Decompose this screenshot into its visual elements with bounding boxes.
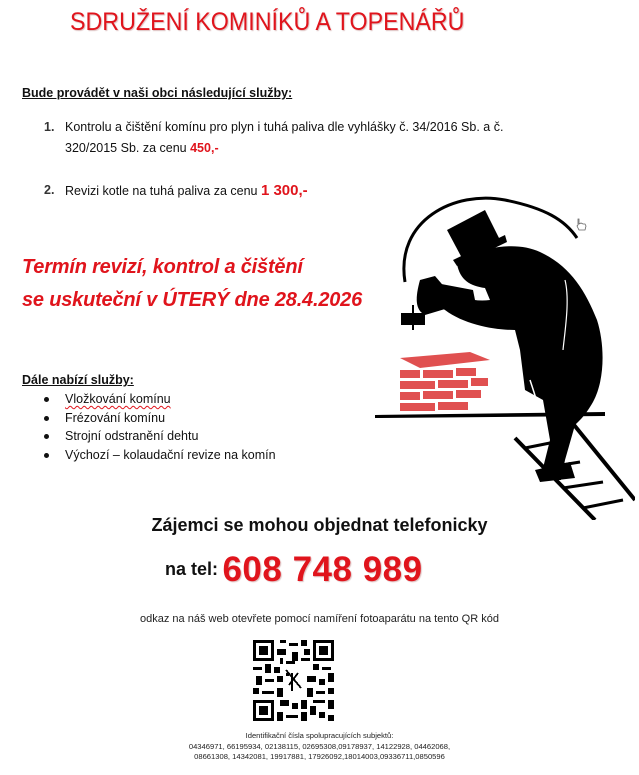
chimney-sweep-on-ladder-icon — [365, 180, 635, 520]
service-text-line1: Revizi kotle na tuhá paliva za cenu 1 300,- — [65, 182, 308, 199]
phone-number[interactable]: 608 748 989 — [222, 550, 423, 589]
price: 1 300,- — [260, 182, 308, 199]
termin-line1: Termín revizí, kontrol a čištění — [22, 256, 303, 278]
bullet-icon — [44, 434, 49, 439]
extra-services-heading: Dále nabízí služby: — [22, 373, 134, 387]
service-number: 2. — [44, 183, 55, 197]
qr-code-icon[interactable] — [250, 637, 337, 724]
termin-line2: se uskuteční v ÚTERÝ dne 28.4.2026 — [22, 289, 363, 311]
partner-ids-line2: 08661308, 14342081, 19917881, 17926092,18014003,09336711,0850596 — [194, 752, 445, 761]
service-text-line2: 320/2015 Sb. za cenu 450,- — [65, 141, 219, 155]
phone-row — [165, 550, 423, 590]
service-text-line1: Kontrolu a čištění komínu pro plyn i tuhá paliva dle vyhlášky č. 34/2016 Sb. a č. — [65, 120, 504, 134]
order-cta: Zájemci se mohou objednat telefonicky — [151, 515, 488, 535]
qr-caption: odkaz na náš web otevřete pomocí namíření fotoaparátu na tento QR kód — [140, 613, 499, 625]
phone-label: na tel: — [165, 559, 219, 579]
page-title: SDRUŽENÍ KOMINÍKŮ A TOPENÁŘŮ — [70, 8, 465, 36]
partner-ids-line1: 04346971, 66195934, 02138115, 02695308,09178937, 14122928, 04462068, — [188, 741, 451, 751]
services-heading: Bude provádět v naši obci následující služby: — [22, 86, 293, 100]
bullet-icon — [44, 416, 49, 421]
service-number: 1. — [44, 120, 55, 134]
partner-ids-heading: Identifikační čísla spolupracujících subjektů: — [245, 731, 394, 740]
bullet-icon — [44, 453, 49, 458]
bullet-icon — [44, 397, 49, 402]
partner-ids — [0, 731, 639, 763]
price: 450,- — [190, 141, 219, 155]
hand-cursor-icon — [574, 218, 588, 232]
